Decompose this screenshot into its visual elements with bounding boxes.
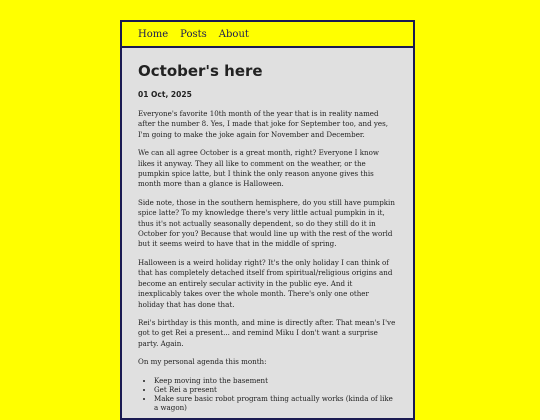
list-item: • Get Rei a present: [154, 385, 397, 394]
list-item: • Make sure basic robot program thing actually works (kinda of like a wagon): [154, 394, 397, 412]
post-paragraph: Side note, those in the southern hemisphere, do you still have pumpkin spice latte? To my knowledge there's very little actual pumpkin in it, thus it's not actually seasonally dependent, so do they still do it in October for you? Because that would line up with the rest of the world but it seems weird to have that in the middle of spring.: [138, 197, 395, 249]
nav-about-link[interactable]: About: [218, 28, 249, 40]
post-paragraph: Everyone's favorite 10th month of the year that is in reality named after the number 8. Yes, I made that joke for September too, and yes, I'm going to make the joke again for November and December.: [138, 109, 388, 139]
post-title: October's here: [138, 62, 263, 80]
post-paragraph: Halloween is a weird holiday right? It's the only holiday I can think of that has completely detached itself from spiritual/religious origins and become an entirely secular activity in the public eye. And it inexplicably takes over the whole month. There's only one other holiday that has done that.: [138, 257, 393, 309]
top-nav: [122, 22, 413, 48]
nav-home-link[interactable]: Home: [138, 28, 169, 40]
post-paragraph: We can all agree October is a great month, right? Everyone I know likes it anyway. They all like to comment on the weather, or the pumpkin spice latte, but I think the only reason anyone gives this month more than a glance is Halloween.: [138, 148, 379, 189]
post-paragraph: Rei's birthday is this month, and mine is directly after. That mean's I've got to get Rei a present... and remind Miku I don't want a surprise party. Again.: [138, 317, 396, 348]
post-paragraph: On my personal agenda this month:: [138, 357, 267, 367]
post-content: [122, 48, 413, 412]
post-date: 01 Oct, 2025: [138, 90, 192, 99]
list-item: • Keep moving into the basement: [154, 376, 397, 385]
agenda-list: [138, 376, 397, 412]
nav-posts-link[interactable]: Posts: [180, 28, 207, 40]
page-frame: [120, 20, 415, 420]
